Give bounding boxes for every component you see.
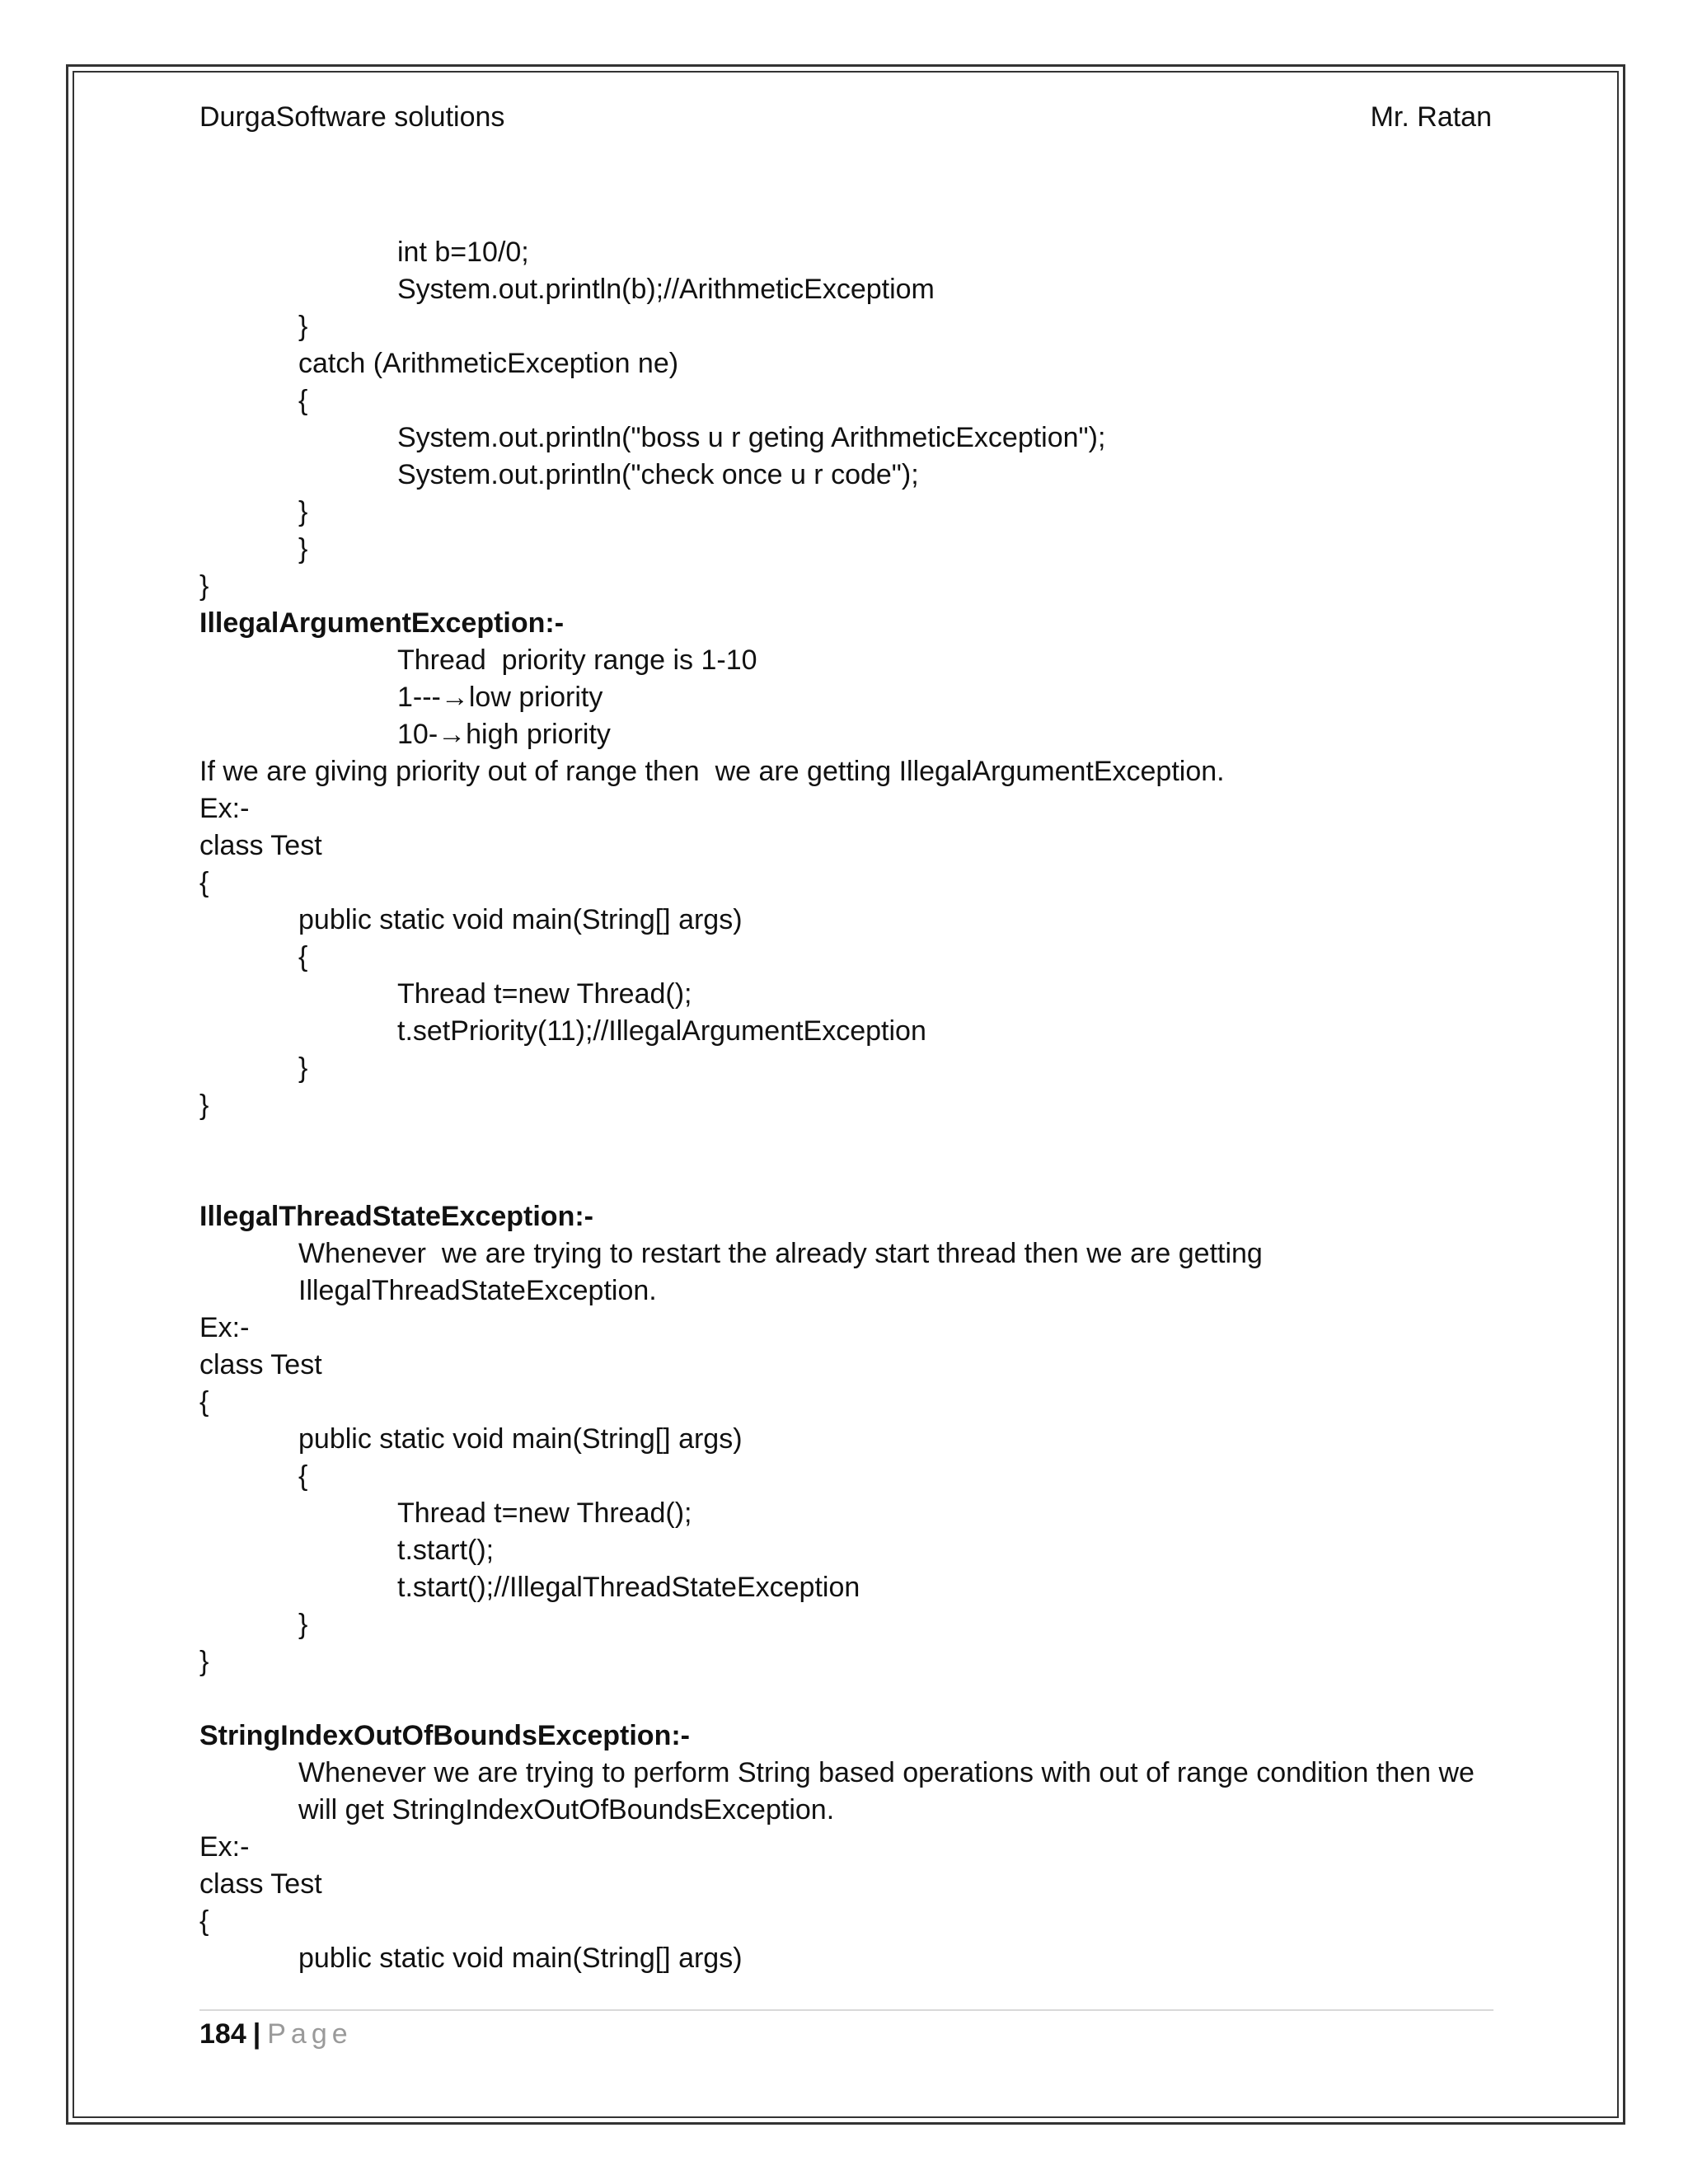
blank-line <box>199 1161 1493 1198</box>
text-line: } <box>298 311 308 342</box>
text-line: } <box>298 533 308 565</box>
text-line: Whenever we are trying to perform String based operations with out of range condition then we <box>298 1757 1475 1788</box>
text-line: } <box>199 1646 209 1677</box>
text-line: { <box>298 941 308 972</box>
text-line: Thread t=new Thread(); <box>397 1497 692 1529</box>
header-company: DurgaSoftware solutions <box>199 101 505 133</box>
text-line: { <box>199 867 209 898</box>
text-line: } <box>298 496 308 527</box>
text-line: } <box>298 1609 308 1640</box>
page-number: 184 <box>199 2018 246 2050</box>
text-line: catch (ArithmeticException ne) <box>298 348 679 379</box>
text-line: will get StringIndexOutOfBoundsException. <box>298 1794 835 1825</box>
page-header <box>199 99 1492 135</box>
text-line: class Test <box>199 1868 322 1900</box>
text-line: } <box>298 1052 308 1084</box>
text-line: 1---→low priority <box>397 682 603 713</box>
text-line: Ex:- <box>199 1312 250 1343</box>
text-line: System.out.println(b);//ArithmeticExceptiom <box>397 274 935 305</box>
section-heading: IllegalArgumentException:- <box>199 607 565 639</box>
text-line: class Test <box>199 1349 322 1380</box>
text-line: System.out.println("boss u r geting ArithmeticException"); <box>397 422 1106 453</box>
text-line: public static void main(String[] args) <box>298 1943 743 1974</box>
text-line: { <box>199 1386 209 1418</box>
text-line: int b=10/0; <box>397 237 529 268</box>
text-line: } <box>199 570 209 602</box>
text-line: t.setPriority(11);//IllegalArgumentException <box>397 1015 926 1047</box>
text-line: If we are giving priority out of range then we are getting IllegalArgumentException. <box>199 756 1225 787</box>
text-line: IllegalThreadStateException. <box>298 1275 657 1306</box>
section-heading: StringIndexOutOfBoundsException:- <box>199 1720 690 1751</box>
text-line: t.start(); <box>397 1535 495 1566</box>
blank-line <box>199 1680 1493 1718</box>
text-line: { <box>199 1905 209 1937</box>
text-line: public static void main(String[] args) <box>298 904 743 935</box>
text-line: public static void main(String[] args) <box>298 1423 743 1455</box>
text-line: { <box>298 385 308 416</box>
text-line: Whenever we are trying to restart the already start thread then we are getting <box>298 1238 1263 1269</box>
text-line: System.out.println("check once u r code"); <box>397 459 919 490</box>
page-label: Page <box>267 2018 353 2050</box>
footer-divider <box>199 2009 1493 2011</box>
blank-line <box>199 1124 1493 1161</box>
header-author: Mr. Ratan <box>1370 101 1492 133</box>
text-line: 10-→high priority <box>397 719 611 750</box>
text-line: class Test <box>199 830 322 861</box>
page-footer <box>199 2016 353 2052</box>
section-heading: IllegalThreadStateException:- <box>199 1201 593 1232</box>
text-line: Ex:- <box>199 1831 250 1863</box>
text-line: Thread priority range is 1-10 <box>397 644 757 676</box>
text-line: t.start();//IllegalThreadStateException <box>397 1572 860 1603</box>
document-body <box>199 234 1493 1977</box>
footer-separator: | <box>252 2018 261 2050</box>
text-line: } <box>199 1090 209 1121</box>
text-line: { <box>298 1460 308 1492</box>
text-line: Ex:- <box>199 793 250 824</box>
text-line: Thread t=new Thread(); <box>397 978 692 1010</box>
